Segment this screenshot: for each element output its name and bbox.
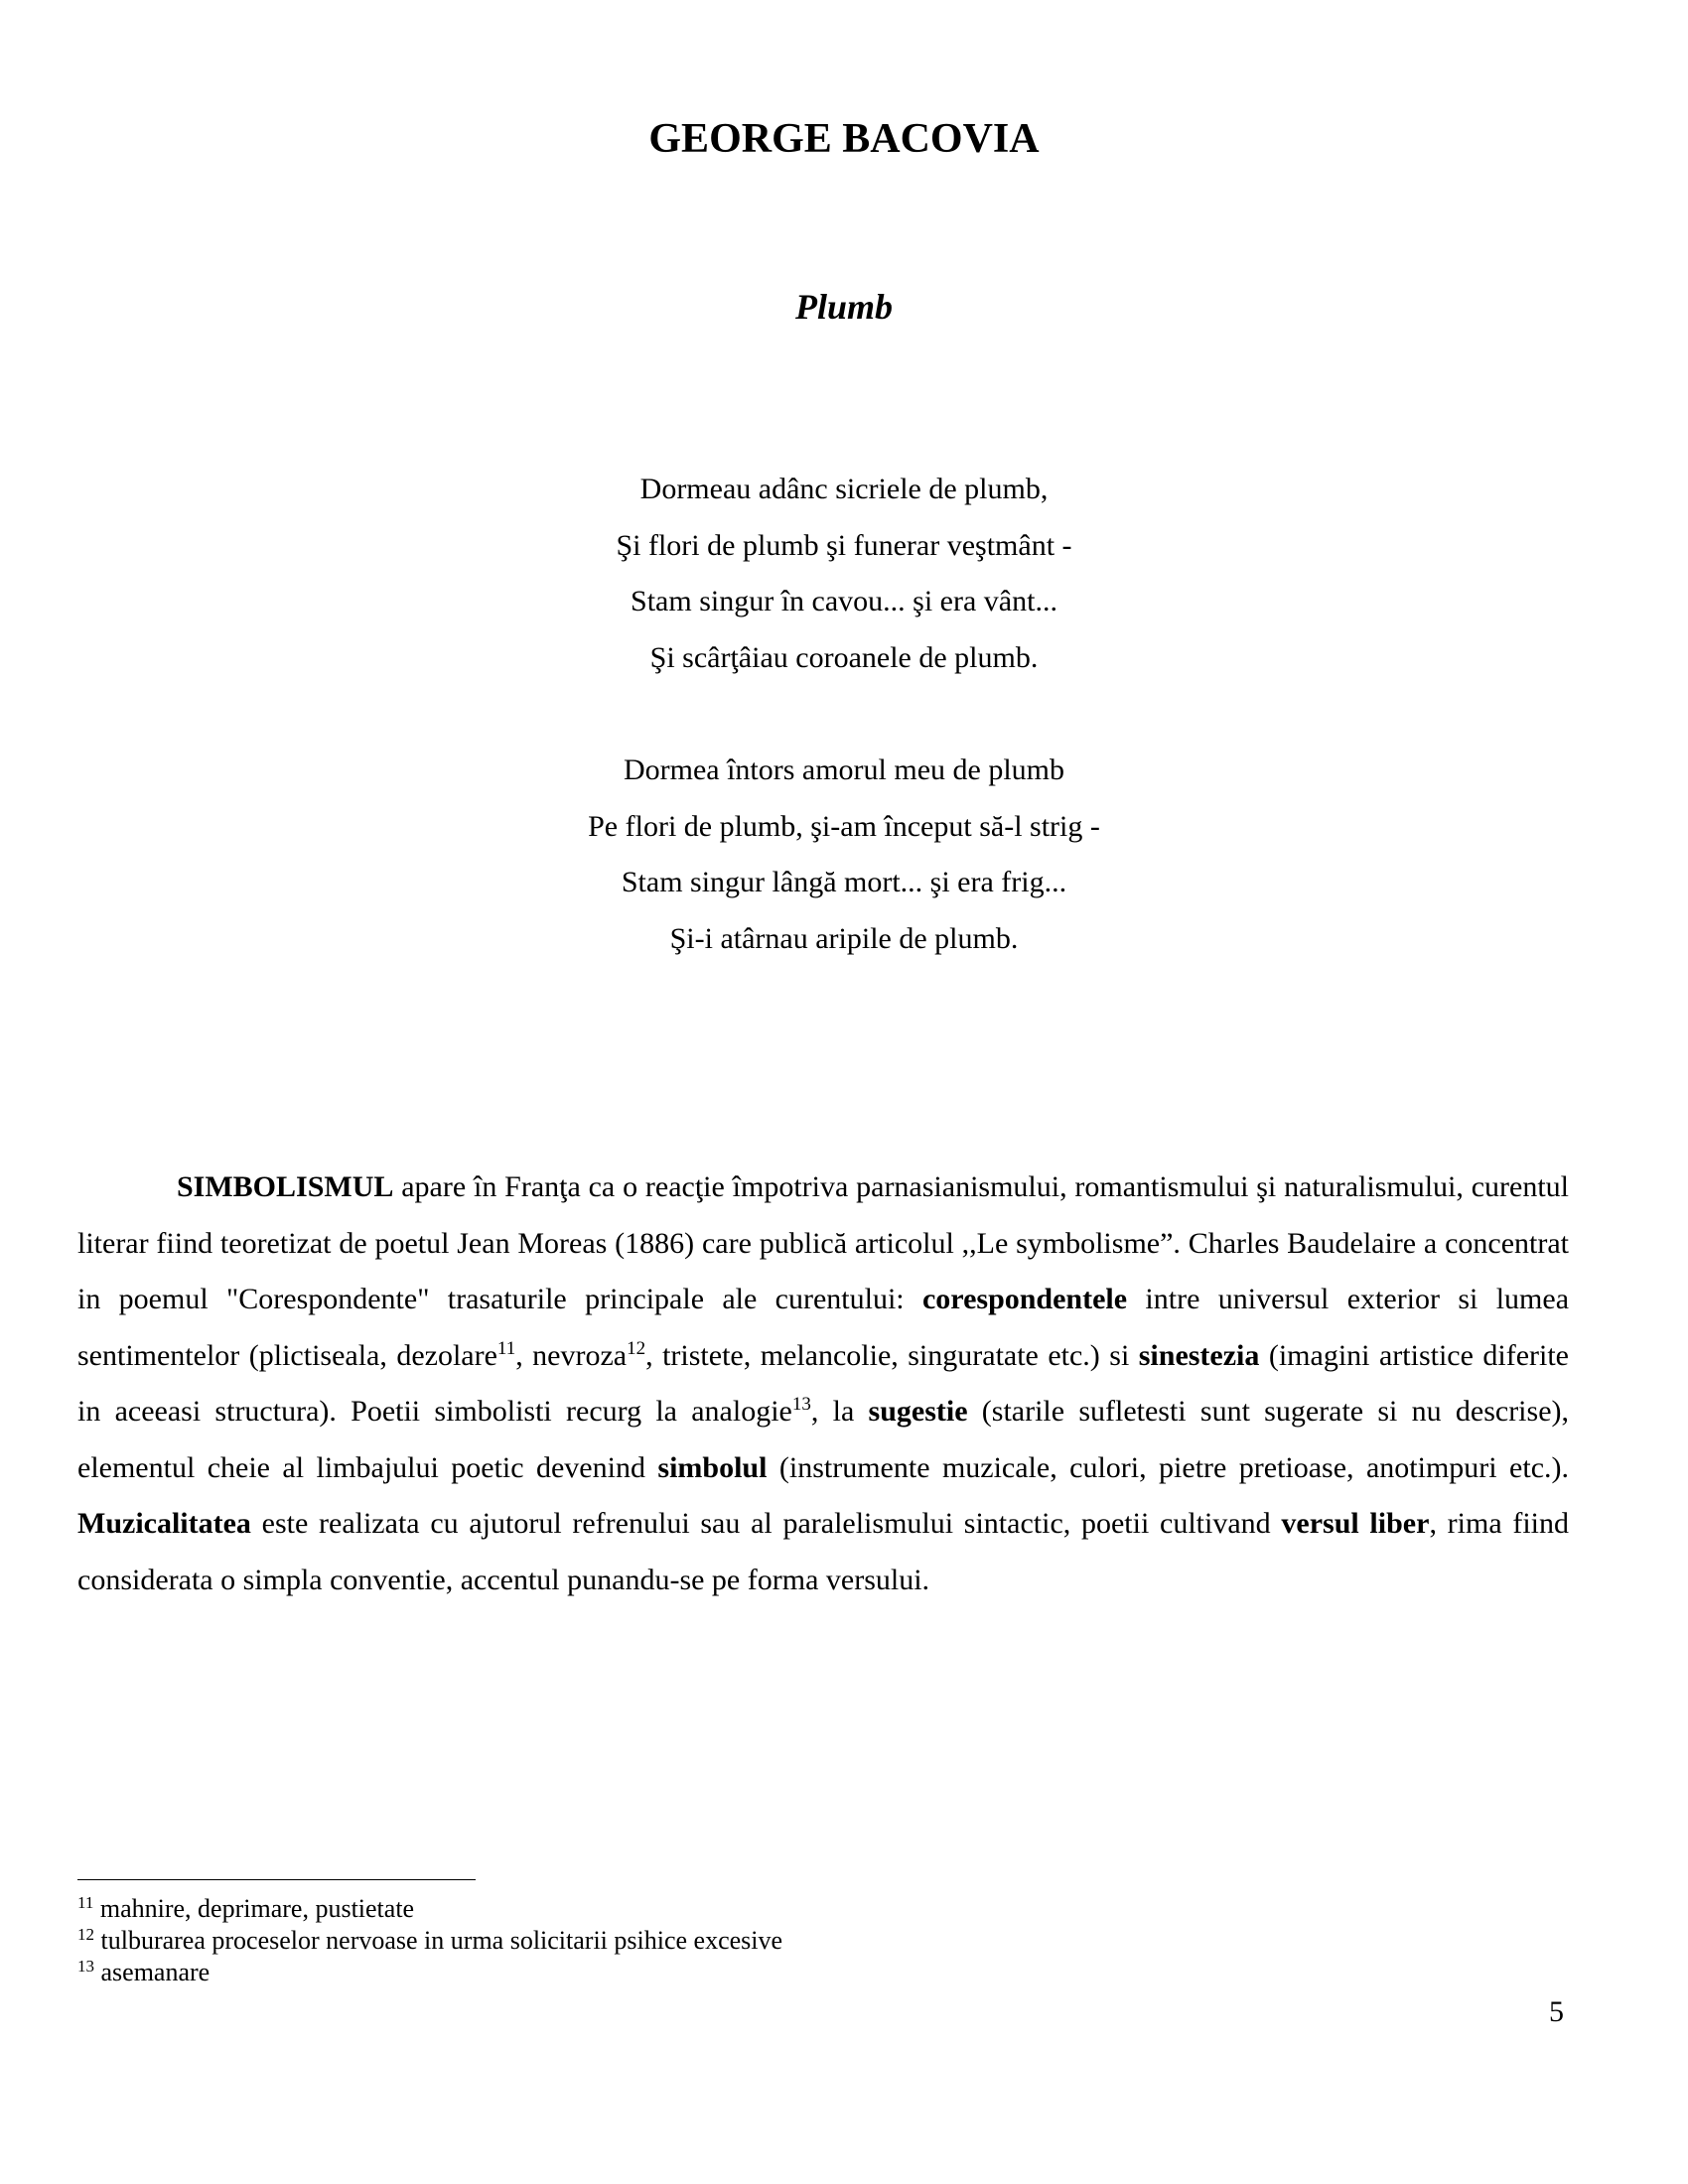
poem-title: Plumb [794, 287, 893, 327]
footnotes [77, 1893, 782, 1988]
paragraph-text: (starile sufletesti sunt sugerate si nu descrise), elementul cheie al limbajului poetic devenind [77, 1395, 1569, 1484]
paragraph-text: , tristete, melancolie, singuratate etc.) si [645, 1338, 1139, 1372]
footnote-text: asemanare [94, 1958, 211, 1986]
term-corespondentele: corespondentele [921, 1283, 1128, 1315]
poem-line: Şi flori de plumb şi funerar veştmânt - [616, 528, 1072, 562]
paragraph-text: , rima fiind considerata o simpla conventie, accentul punandu-se pe forma versului. [77, 1507, 1570, 1596]
paragraph-text: este realizata cu ajutorul refrenului sau al paralelismului sintactic, poetii cultivand [250, 1507, 1282, 1540]
poem-stanza-1 [0, 462, 1688, 687]
poem-line: Şi-i atârnau aripile de plumb. [669, 922, 1019, 956]
poem-line: Dormea întors amorul meu de plumb [623, 753, 1065, 786]
footnote-number: 11 [77, 1893, 94, 1912]
term-versul-liber: versul liber [1281, 1507, 1430, 1540]
term-simbolismul: SIMBOLISMUL [177, 1170, 394, 1203]
footnote-ref-13[interactable]: 13 [791, 1394, 811, 1415]
footnote-separator [77, 1879, 476, 1880]
poem-line: Stam singur în cavou... şi era vânt... [631, 585, 1057, 618]
footnote-text: mahnire, deprimare, pustietate [93, 1894, 415, 1923]
paragraph-text: intre universul exterior si lumea sentimentelor (plictiseala, dezolare [77, 1283, 1570, 1372]
poem-line: Dormeau adânc sicriele de plumb, [639, 473, 1049, 505]
footnote-ref-11[interactable]: 11 [496, 1337, 516, 1359]
poem-stanza-2 [0, 743, 1688, 968]
footnote-12 [77, 1925, 782, 1957]
footnote-text: tulburarea proceselor nervoase in urma solicitarii psihice excesive [94, 1926, 783, 1955]
page-title: GEORGE BACOVIA [648, 116, 1040, 162]
paragraph-text: apare în Franţa ca o reacţie împotriva parnasianismului, romantismului şi naturalismului, curentul literar fiind teoretizat de poetul Jean Moreas (1886) care publică articolul ,,Le symbolisme”. Charles Baudelaire a concentrat in poemul "Corespondente" trasaturile principale ale curentului: [77, 1170, 1569, 1315]
term-simbolul: simbolul [657, 1450, 768, 1484]
term-muzicalitatea: Muzicalitatea [77, 1507, 251, 1540]
paragraph-text: , la [810, 1395, 869, 1428]
footnote-ref-12[interactable]: 12 [627, 1337, 646, 1359]
paragraph-text: , nevroza [515, 1338, 628, 1372]
term-sinestezia: sinestezia [1138, 1338, 1260, 1372]
page-number: 5 [1549, 1995, 1564, 2028]
poem-line: Pe flori de plumb, şi-am început să-l strig - [588, 809, 1100, 843]
term-sugestie: sugestie [868, 1395, 968, 1428]
body-paragraph [77, 1160, 1569, 1608]
footnote-number: 13 [77, 1957, 94, 1976]
footnote-number: 12 [77, 1925, 94, 1944]
footnote-13 [77, 1957, 782, 1988]
paragraph-text: (imagini artistice diferite in aceeasi structura). Poetii simbolisti recurg la analogie [77, 1338, 1570, 1428]
poem-line: Şi scârţâiau coroanele de plumb. [649, 641, 1039, 675]
poem-line: Stam singur lângă mort... şi era frig... [621, 866, 1067, 899]
paragraph-text: (instrumente muzicale, culori, pietre pretioase, anotimpuri etc.). [767, 1450, 1570, 1484]
footnote-11 [77, 1893, 782, 1925]
